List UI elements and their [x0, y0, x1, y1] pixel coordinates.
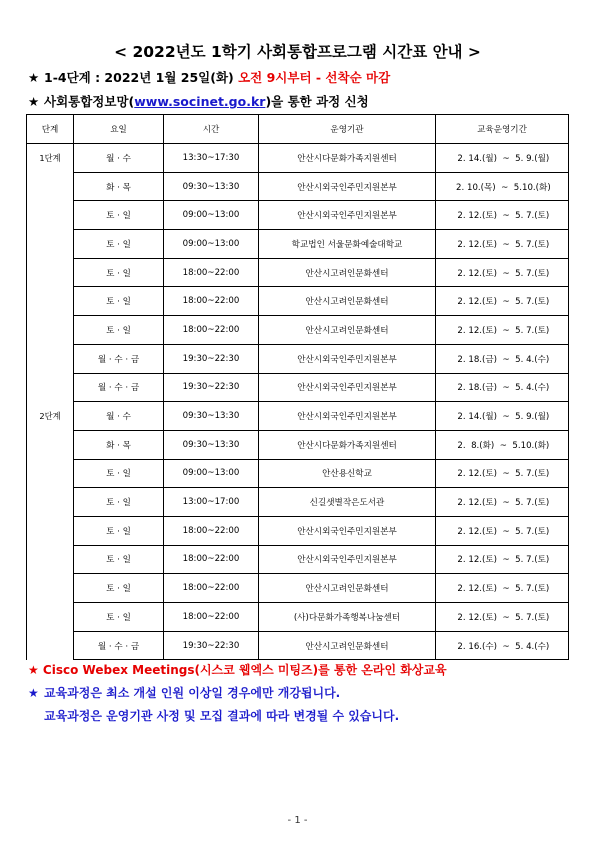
- table-row: [27, 631, 569, 660]
- period-cell: [436, 230, 569, 259]
- time-cell: 18:00~22:00: [164, 258, 259, 287]
- time-cell: 18:00~22:00: [164, 574, 259, 603]
- organization-cell: 학교법인 서울문화예술대학교: [259, 230, 436, 259]
- period-cell: [436, 201, 569, 230]
- day-cell: 토 · 일: [74, 258, 164, 287]
- minimum-enrollment-notice: [28, 684, 340, 701]
- period-text: 2. 14.(월) ~ 5. 9.(월): [454, 412, 550, 423]
- star-icon: ★: [28, 94, 40, 109]
- period-cell: [436, 545, 569, 574]
- period-cell: [436, 603, 569, 632]
- time-cell: 19:30~22:30: [164, 373, 259, 402]
- period-cell: [436, 488, 569, 517]
- time-cell: 18:00~22:00: [164, 603, 259, 632]
- table-header-row: [27, 115, 569, 144]
- table-row: [27, 459, 569, 488]
- organization-cell: 안산시외국인주민지원본부: [259, 402, 436, 431]
- period-text: 2. 12.(토) ~ 5. 7.(토): [454, 325, 550, 336]
- period-text: 2. 12.(토) ~ 5. 7.(토): [454, 211, 550, 222]
- table-row: [27, 603, 569, 632]
- period-cell: [436, 373, 569, 402]
- table-row: [27, 316, 569, 345]
- page-title: < 2022년도 1학기 사회통합프로그램 시간표 안내 >: [114, 43, 481, 61]
- stage-cell: 2단계: [27, 402, 74, 660]
- period-cell: [436, 574, 569, 603]
- period-text: 2. 14.(월) ~ 5. 9.(월): [454, 153, 550, 164]
- webex-notice: ★ Cisco Webex Meetings(시스코 웹엑스 미팅즈)를 통한 온라인 화상교육: [28, 663, 447, 677]
- organization-cell: 안산시고려인문화센터: [259, 316, 436, 345]
- star-icon: ★: [28, 70, 40, 85]
- time-cell: 09:00~13:00: [164, 459, 259, 488]
- stage-cell: 1단계: [27, 144, 74, 402]
- period-cell: [436, 316, 569, 345]
- header-period: 교육운영기간: [436, 115, 569, 144]
- day-cell: 토 · 일: [74, 201, 164, 230]
- day-cell: 토 · 일: [74, 545, 164, 574]
- organization-cell: 안산시다문화가족지원센터: [259, 430, 436, 459]
- period-cell: [436, 287, 569, 316]
- period-cell: [436, 344, 569, 373]
- table-row: [27, 258, 569, 287]
- period-text: 2. 12.(토) ~ 5. 7.(토): [454, 555, 550, 566]
- table-row: [27, 402, 569, 431]
- period-text: 2. 12.(토) ~ 5. 7.(토): [454, 612, 550, 623]
- period-text: 2. 12.(토) ~ 5. 7.(토): [454, 584, 550, 595]
- application-notice: [28, 92, 369, 110]
- day-cell: 토 · 일: [74, 574, 164, 603]
- application-prefix: 사회통합정보망(: [44, 94, 135, 109]
- table-row: [27, 344, 569, 373]
- day-cell: 월 · 수 · 금: [74, 344, 164, 373]
- day-cell: 토 · 일: [74, 516, 164, 545]
- time-cell: 13:00~17:00: [164, 488, 259, 517]
- organization-cell: 안산시고려인문화센터: [259, 287, 436, 316]
- day-cell: 월 · 수 · 금: [74, 373, 164, 402]
- time-cell: 09:30~13:30: [164, 172, 259, 201]
- table-row: [27, 172, 569, 201]
- period-text: 2. 12.(토) ~ 5. 7.(토): [454, 469, 550, 480]
- time-cell: 19:30~22:30: [164, 344, 259, 373]
- table-row: [27, 488, 569, 517]
- period-text: 2. 8.(화) ~ 5.10.(화): [454, 440, 550, 451]
- day-cell: 토 · 일: [74, 459, 164, 488]
- day-cell: 토 · 일: [74, 316, 164, 345]
- day-cell: 토 · 일: [74, 287, 164, 316]
- registration-date-text: 1-4단계 : 2022년 1월 25일(화): [44, 70, 239, 85]
- day-cell: 월 · 수 · 금: [74, 631, 164, 660]
- organization-cell: 안산시외국인주민지원본부: [259, 373, 436, 402]
- period-text: 2. 12.(토) ~ 5. 7.(토): [454, 268, 550, 279]
- organization-cell: 안산시외국인주민지원본부: [259, 545, 436, 574]
- time-cell: 09:30~13:30: [164, 430, 259, 459]
- table-row: [27, 516, 569, 545]
- time-cell: 09:00~13:00: [164, 230, 259, 259]
- organization-cell: (사)다문화가족행복나눔센터: [259, 603, 436, 632]
- table-row: [27, 574, 569, 603]
- header-stage: 단계: [27, 115, 74, 144]
- organization-cell: 안산시외국인주민지원본부: [259, 201, 436, 230]
- organization-cell: 안산시외국인주민지원본부: [259, 344, 436, 373]
- time-cell: 13:30~17:30: [164, 144, 259, 173]
- time-cell: 18:00~22:00: [164, 545, 259, 574]
- day-cell: 월 · 수: [74, 402, 164, 431]
- page-number: - 1 -: [287, 815, 308, 826]
- period-cell: [436, 459, 569, 488]
- registration-notice: [28, 68, 390, 86]
- period-cell: [436, 516, 569, 545]
- time-cell: 09:30~13:30: [164, 402, 259, 431]
- time-cell: 18:00~22:00: [164, 516, 259, 545]
- time-cell: 09:00~13:00: [164, 201, 259, 230]
- organization-cell: 안산시고려인문화센터: [259, 631, 436, 660]
- period-text: 2. 12.(토) ~ 5. 7.(토): [454, 526, 550, 537]
- table-row: [27, 287, 569, 316]
- organization-cell: 안산용신학교: [259, 459, 436, 488]
- header-organization: 운영기관: [259, 115, 436, 144]
- period-cell: [436, 144, 569, 173]
- period-cell: [436, 402, 569, 431]
- day-cell: 화 · 목: [74, 172, 164, 201]
- application-suffix: )을 통한 과정 신청: [265, 94, 369, 109]
- period-cell: [436, 258, 569, 287]
- change-notice: 교육과정은 운영기관 사정 및 모집 결과에 따라 변경될 수 있습니다.: [44, 709, 400, 723]
- table-row: [27, 373, 569, 402]
- day-cell: 월 · 수: [74, 144, 164, 173]
- period-text: 2. 18.(금) ~ 5. 4.(수): [454, 354, 550, 365]
- time-cell: 19:30~22:30: [164, 631, 259, 660]
- star-icon: ★: [28, 686, 39, 700]
- period-text: 2. 16.(수) ~ 5. 4.(수): [454, 641, 550, 652]
- minimum-enrollment-text: 교육과정은 최소 개설 인원 이상일 경우에만 개강됩니다.: [44, 686, 341, 700]
- header-time: 시간: [164, 115, 259, 144]
- schedule-body: [27, 144, 569, 660]
- table-row: [27, 230, 569, 259]
- table-row: [27, 201, 569, 230]
- socinet-link[interactable]: www.socinet.go.kr: [134, 94, 266, 109]
- schedule-table: [26, 114, 569, 660]
- organization-cell: 안산시외국인주민지원본부: [259, 516, 436, 545]
- day-cell: 토 · 일: [74, 230, 164, 259]
- period-cell: [436, 631, 569, 660]
- registration-time-highlight: 오전 9시부터 - 선착순 마감: [238, 70, 391, 85]
- period-cell: [436, 430, 569, 459]
- table-row: [27, 545, 569, 574]
- organization-cell: 신길샛별작은도서관: [259, 488, 436, 517]
- period-text: 2. 12.(토) ~ 5. 7.(토): [454, 498, 550, 509]
- day-cell: 토 · 일: [74, 488, 164, 517]
- period-text: 2. 12.(토) ~ 5. 7.(토): [454, 297, 550, 308]
- table-row: [27, 430, 569, 459]
- header-day: 요일: [74, 115, 164, 144]
- organization-cell: 안산시고려인문화센터: [259, 574, 436, 603]
- organization-cell: 안산시다문화가족지원센터: [259, 144, 436, 173]
- table-row: [27, 144, 569, 173]
- organization-cell: 안산시외국인주민지원본부: [259, 172, 436, 201]
- period-text: 2. 18.(금) ~ 5. 4.(수): [454, 383, 550, 394]
- period-text: 2. 12.(토) ~ 5. 7.(토): [454, 239, 550, 250]
- day-cell: 토 · 일: [74, 603, 164, 632]
- day-cell: 화 · 목: [74, 430, 164, 459]
- time-cell: 18:00~22:00: [164, 287, 259, 316]
- period-text: 2. 10.(목) ~ 5.10.(화): [453, 182, 551, 193]
- organization-cell: 안산시고려인문화센터: [259, 258, 436, 287]
- time-cell: 18:00~22:00: [164, 316, 259, 345]
- period-cell: [436, 172, 569, 201]
